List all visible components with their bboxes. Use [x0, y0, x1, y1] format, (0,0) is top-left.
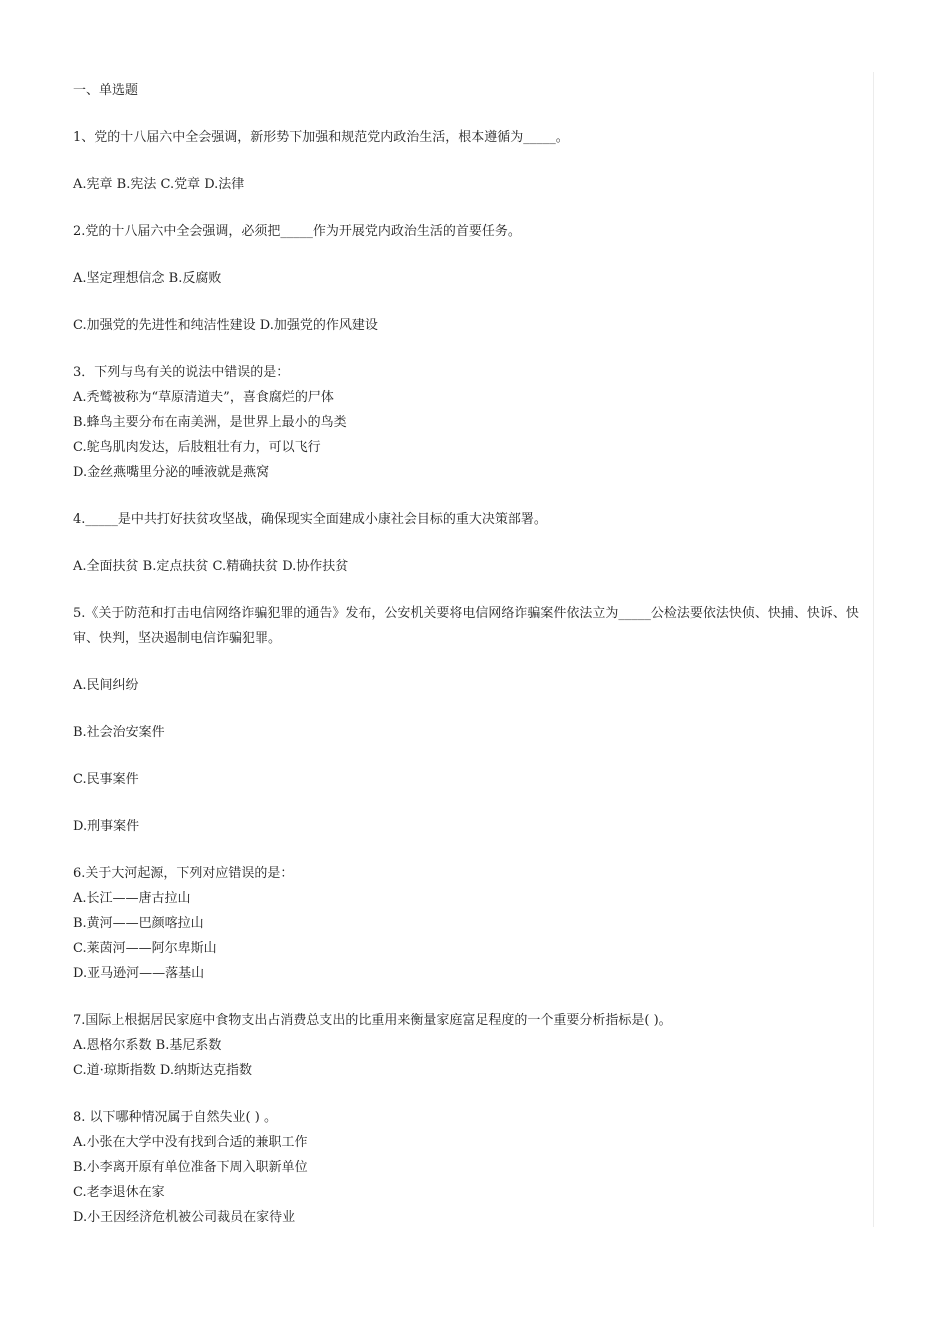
question-3-option-c: C.鸵鸟肌肉发达，后肢粗壮有力，可以飞行: [73, 440, 321, 455]
question-6-option-d: D.亚马逊河——落基山: [73, 966, 205, 981]
question-6-stem: 6.关于大河起源，下列对应错误的是：: [73, 866, 294, 881]
question-2-stem: 2.党的十八届六中全会强调，必须把_____作为开展党内政治生活的首要任务。: [73, 224, 521, 239]
question-8-option-b: B.小李离开原有单位准备下周入职新单位: [73, 1160, 308, 1175]
question-5-option-b: B.社会治安案件: [73, 725, 165, 740]
question-5-option-a: A.民间纠纷: [73, 678, 139, 693]
question-4-options: A.全面扶贫 B.定点扶贫 C.精确扶贫 D.协作扶贫: [73, 559, 349, 574]
question-5-stem: 5.《关于防范和打击电信网络诈骗犯罪的通告》发布，公安机关要将电信网络诈骗案件依法立为_____公检法要依法快侦、快捕、快诉、快审、快判，坚决遏制电信诈骗犯罪。: [73, 606, 859, 646]
question-5-option-c: C.民事案件: [73, 772, 139, 787]
question-3-option-a: A.秃鹫被称为“草原清道夫”，喜食腐烂的尸体: [73, 390, 334, 405]
question-8-stem: 8. 以下哪种情况属于自然失业( ) 。: [73, 1110, 277, 1125]
question-8-option-a: A.小张在大学中没有找到合适的兼职工作: [73, 1135, 308, 1150]
section-title: 一、单选题: [73, 83, 139, 98]
question-8-option-c: C.老李退休在家: [73, 1185, 165, 1200]
question-1-options: A.宪章 B.宪法 C.党章 D.法律: [73, 177, 245, 192]
question-4-stem: 4._____是中共打好扶贫攻坚战，确保现实全面建成小康社会目标的重大决策部署。: [73, 512, 547, 527]
question-7-options-row-1: A.恩格尔系数 B.基尼系数: [73, 1038, 222, 1053]
question-3-option-b: B.蜂鸟主要分布在南美洲，是世界上最小的鸟类: [73, 415, 347, 430]
question-6-option-a: A.长江——唐古拉山: [73, 891, 191, 906]
question-2-options-row-2: C.加强党的先进性和纯洁性建设 D.加强党的作风建设: [73, 318, 378, 333]
question-5-option-d: D.刑事案件: [73, 819, 140, 834]
question-2-options-row-1: A.坚定理想信念 B.反腐败: [73, 271, 222, 286]
question-1-stem: 1、党的十八届六中全会强调，新形势下加强和规范党内政治生活，根本遵循为_____。: [73, 130, 569, 145]
question-8-option-d: D.小王因经济危机被公司裁员在家待业: [73, 1210, 296, 1225]
question-6-option-c: C.莱茵河——阿尔卑斯山: [73, 941, 217, 956]
document-body: [73, 78, 883, 1230]
question-6-option-b: B.黄河——巴颜喀拉山: [73, 916, 204, 931]
question-3-stem: 3．下列与鸟有关的说法中错误的是：: [73, 365, 290, 380]
question-7-options-row-2: C.道·琼斯指数 D.纳斯达克指数: [73, 1063, 252, 1078]
question-7-stem: 7.国际上根据居民家庭中食物支出占消费总支出的比重用来衡量家庭富足程度的一个重要分析指标是( )。: [73, 1013, 672, 1028]
question-3-option-d: D.金丝燕嘴里分泌的唾液就是燕窝: [73, 465, 270, 480]
